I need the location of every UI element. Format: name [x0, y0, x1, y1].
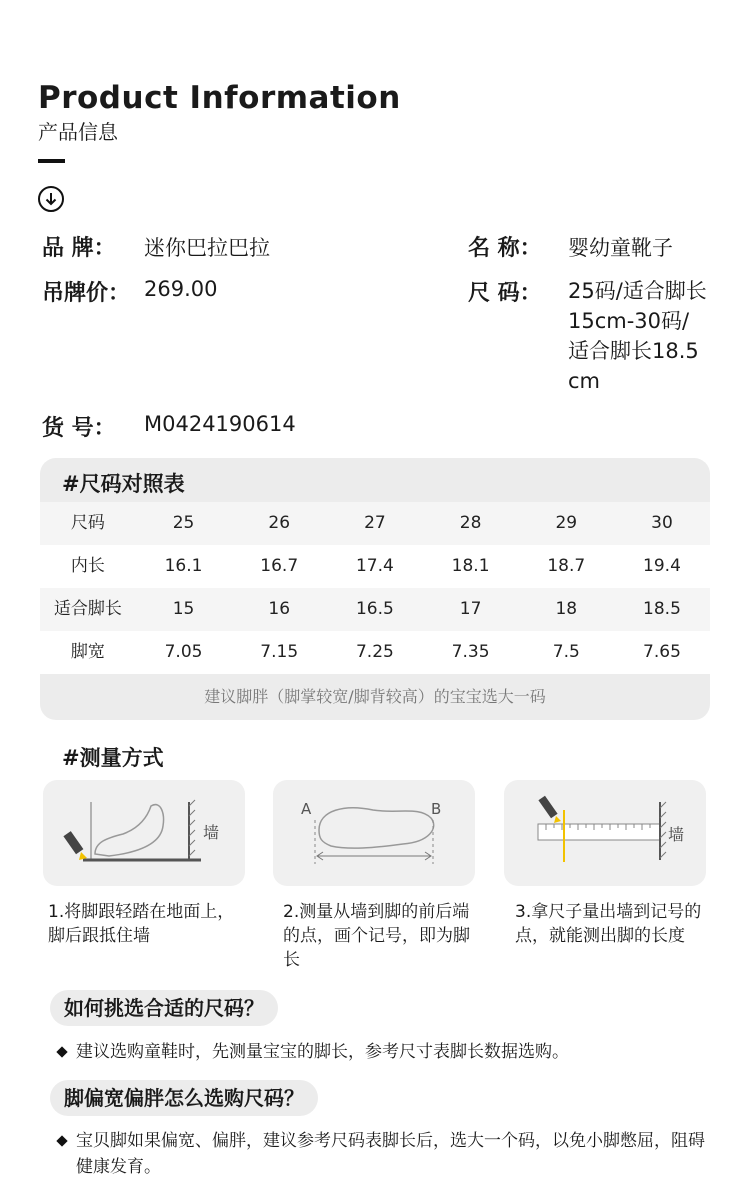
- table-cell: 27: [364, 513, 386, 533]
- table-cell: 18: [555, 599, 578, 619]
- measure-title: #测量方式: [62, 746, 164, 770]
- table-cell: 29: [555, 513, 578, 533]
- table-cell: 7.65: [643, 642, 681, 662]
- faq-question-1: 如何挑选合适的尺码？: [50, 990, 278, 1026]
- table-cell: 16.1: [164, 556, 203, 576]
- table-cell: 18.5: [643, 599, 681, 619]
- price-value: 269.00: [144, 277, 218, 301]
- pen-icon: [538, 796, 561, 823]
- point-a-label: A: [301, 800, 312, 818]
- price-label: 吊牌价：: [42, 281, 131, 306]
- arrow-down-circle-icon[interactable]: [38, 186, 64, 212]
- measure-step1-illustration: [43, 780, 245, 886]
- faq-answer-text: 宝贝脚如果偏宽、偏胖，建议参考尺码表脚长后，选大一个码，以免小脚憋屈，阻碍健康发育。: [76, 1131, 705, 1177]
- faq-question-2: 脚偏宽偏胖怎么选购尺码？: [50, 1080, 318, 1116]
- name-label: 名 称：: [468, 236, 542, 261]
- table-cell: 内长: [70, 556, 105, 576]
- size-value: 25码/适合脚长15cm-30码/适合脚长18.5cm: [568, 279, 707, 393]
- table-cell: 18.1: [451, 556, 490, 576]
- size-table-title: #尺码对照表: [62, 472, 185, 496]
- table-cell: 7.15: [260, 642, 299, 662]
- measure-step2-illustration: [273, 780, 475, 886]
- table-cell: 17: [459, 599, 482, 619]
- ruler-icon: [538, 824, 660, 840]
- name-value: 婴幼童靴子: [568, 236, 673, 260]
- table-row: [40, 545, 710, 588]
- pen-icon: [63, 831, 87, 860]
- table-cell: 7.35: [451, 642, 490, 662]
- brand-label: 品 牌：: [42, 236, 116, 261]
- table-cell: 17.4: [355, 556, 394, 576]
- table-cell: 19.4: [643, 556, 681, 576]
- table-cell: 25: [172, 513, 195, 533]
- point-b-label: B: [431, 800, 442, 818]
- table-cell: 16.7: [260, 556, 299, 576]
- table-cell: 适合脚长: [53, 599, 122, 619]
- table-cell: 30: [651, 513, 673, 533]
- faq-answer-1: [58, 1039, 718, 1065]
- sku-value: M0424190614: [144, 412, 296, 436]
- size-advice-note: 建议脚胖（脚掌较宽/脚背较高）的宝宝选大一码: [204, 687, 546, 706]
- sku-label: 货 号：: [42, 416, 116, 441]
- table-cell: 7.05: [164, 642, 203, 662]
- faq-answer-text: 建议选购童鞋时，先测量宝宝的脚长，参考尺寸表脚长数据选购。: [76, 1042, 569, 1062]
- table-cell: 7.25: [355, 642, 394, 662]
- table-cell: 尺码: [70, 513, 105, 533]
- size-label: 尺 码：: [468, 281, 542, 306]
- diamond-bullet-icon: [56, 1135, 67, 1146]
- size-table-card: [40, 458, 710, 720]
- title-underline: [38, 159, 65, 163]
- measure-step-1: 1.将脚跟轻踏在地面上，脚后跟抵住墙: [48, 902, 235, 946]
- page-subtitle: 产品信息: [38, 120, 118, 144]
- table-cell: 28: [459, 513, 482, 533]
- page-title: Product Information: [38, 80, 401, 116]
- table-cell: 18.7: [547, 556, 586, 576]
- table-cell: 脚宽: [70, 642, 105, 662]
- table-row: [40, 588, 710, 631]
- diamond-bullet-icon: [56, 1046, 67, 1057]
- table-row: [40, 631, 710, 674]
- table-cell: 15: [172, 599, 195, 619]
- table-cell: 16.5: [355, 599, 394, 619]
- table-cell: 16: [268, 599, 291, 619]
- measure-step-3: 3.拿尺子量出墙到记号的点，就能测出脚的长度: [515, 902, 702, 946]
- wall-label: 墙: [668, 825, 685, 844]
- table-cell: 26: [268, 513, 291, 533]
- wall-label: 墙: [203, 823, 220, 842]
- faq-answer-2: [58, 1128, 718, 1180]
- table-row: [40, 502, 710, 545]
- brand-value: 迷你巴拉巴拉: [144, 236, 270, 260]
- measure-step3-illustration: [504, 780, 706, 886]
- table-cell: 7.5: [552, 642, 580, 662]
- measure-step-2: 2.测量从墙到脚的前后端的点，画个记号，即为脚长: [283, 902, 470, 970]
